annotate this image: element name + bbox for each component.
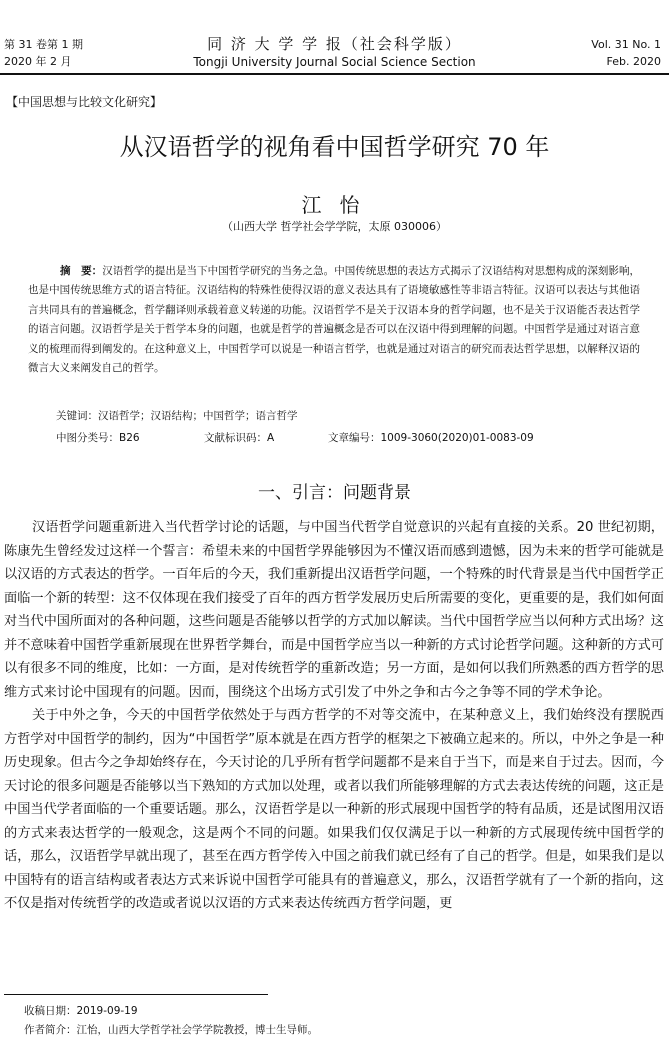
footnote-rule: [4, 994, 268, 995]
author-name: 江怡: [301, 193, 378, 217]
document-code: 文献标识码：A: [204, 432, 275, 444]
abstract: [28, 262, 640, 378]
keywords-label: 关键词：: [56, 410, 98, 422]
section-heading: 一、引言：问题背景: [258, 483, 411, 503]
author-bio: 作者简介：江怡，山西大学哲学社会学学院教授，博士生导师。: [24, 1024, 318, 1036]
journal-name-cn: 同 济 大 学 学 报（社会科学版）: [207, 35, 462, 53]
volume-cn: 第 31 卷第 1 期: [4, 38, 83, 51]
date-cn: 2020 年 2 月: [4, 55, 72, 68]
keywords-text: 汉语哲学；汉语结构；中国哲学；语言哲学: [98, 410, 298, 422]
body-paragraph: 关于中外之争，今天的中国哲学依然处于与西方哲学的不对等交流中，在某种意义上，我们始终没有摆脱西方哲学对中国哲学的制约，因为“中国哲学”原本就是在西方哲学的框架之下被确立起来的。所以，中外之争是一种历史现象。但古今之争却始终存在，今天讨论的几乎所有哲学问题都不是来自于当下，而是来自于过去。因而，今天讨论的很多问题是否能够以当下熟知的方式加以处理，或者以我们所能够理解的方式去表达传统的问题，这正是中国当代学者面临的一个重要话题。那么，汉语哲学是以一种新的形式展现中国哲学的特有品质，还是试图用汉语的方式来表达哲学的一般观念，这是两个不同的问题。如果我们仅仅满足于以一种新的方式展现传统中国哲学的话，那么，汉语哲学早就出现了，甚至在西方哲学传入中国之前我们就已经有了自己的哲学。但是，如果我们是以中国特有的语言结构或者表达方式来诉说中国哲学可能具有的普遍意义，那么，汉语哲学就有了一个新的指向，这不仅是指对传统哲学的改造或者说以汉语的方式来表达传统西方哲学问题，更: [4, 708, 664, 911]
header-center: [0, 34, 669, 70]
journal-name-en: Tongji University Journal Social Science Section: [193, 55, 476, 69]
received-date: 收稿日期：2019-09-19: [24, 1005, 138, 1017]
abstract-label: 摘 要：: [60, 265, 103, 277]
article-title: 从汉语哲学的视角看中国哲学研究 70 年: [119, 133, 550, 161]
abstract-text: 汉语哲学的提出是当下中国哲学研究的当务之急。中国传统思想的表达方式揭示了汉语结构对思想构成的深刻影响，也是中国传统思维方式的语言特征。汉语结构的特殊性使得汉语的意义表达具有了语境敏感性等非语言特征。汉语可以表达与其他语言共同具有的普遍概念，哲学翻译则承载着意义转递的功能。汉语哲学不是关于汉语本身的哲学问题，也不是关于汉语能否表达哲学的语言问题。汉语哲学是关于哲学本身的问题，也就是哲学的普遍概念是否可以在汉语中得到理解的问题。中国哲学是通过对语言意义的梳理而得到阐发的。在这种意义上，中国哲学可以说是一种语言哲学，也就是通过对语言的研究而表达哲学思想，以解释汉语的微言大义来阐发自己的哲学。: [28, 265, 640, 375]
volume-en: Vol. 31 No. 1: [591, 38, 661, 51]
date-en: Feb. 2020: [606, 55, 661, 68]
header-right: [591, 36, 661, 70]
header-rule: [0, 73, 669, 75]
body-text: [4, 516, 664, 916]
author-affiliation: （山西大学 哲学社会学学院，太原 030006）: [222, 220, 447, 233]
clc-number: 中图分类号：B26: [56, 432, 140, 444]
body-paragraph: 汉语哲学问题重新进入当代哲学讨论的话题，与中国当代哲学自觉意识的兴起有直接的关系。20 世纪初期，陈康先生曾经发过这样一个誓言：希望未来的中国哲学界能够因为不懂汉语而感到遗憾，因为未来的哲学可能就是以汉语的方式表达的哲学。一百年后的今天，我们重新提出汉语哲学问题，一个特殊的时代背景是当代中国哲学正面临一个新的转型：这不仅体现在我们接受了百年的西方哲学发展历史后所需要的变化，更重要的是，我们如何面对当代中国所面对的各种问题，这些问题是否能够以哲学的方式加以解读。当代中国哲学应当以何种方式出场？这并不意味着中国哲学重新展现在世界哲学舞台，而是中国哲学应当以一种新的方式讨论哲学问题。这种新的方式可以有很多不同的维度，比如：一方面，是对传统哲学的重新改造；另一方面，是如何以我们所熟悉的西方哲学的思维方式来讨论中国现有的问题。因而，围绕这个出场方式引发了中外之争和古今之争等不同的学术争论。: [4, 520, 664, 700]
article-number: 文章编号：1009-3060(2020)01-0083-09: [328, 432, 534, 444]
article-meta: [56, 430, 616, 445]
keywords: [56, 408, 298, 423]
section-tag: 【中国思想与比较文化研究】: [6, 95, 163, 109]
